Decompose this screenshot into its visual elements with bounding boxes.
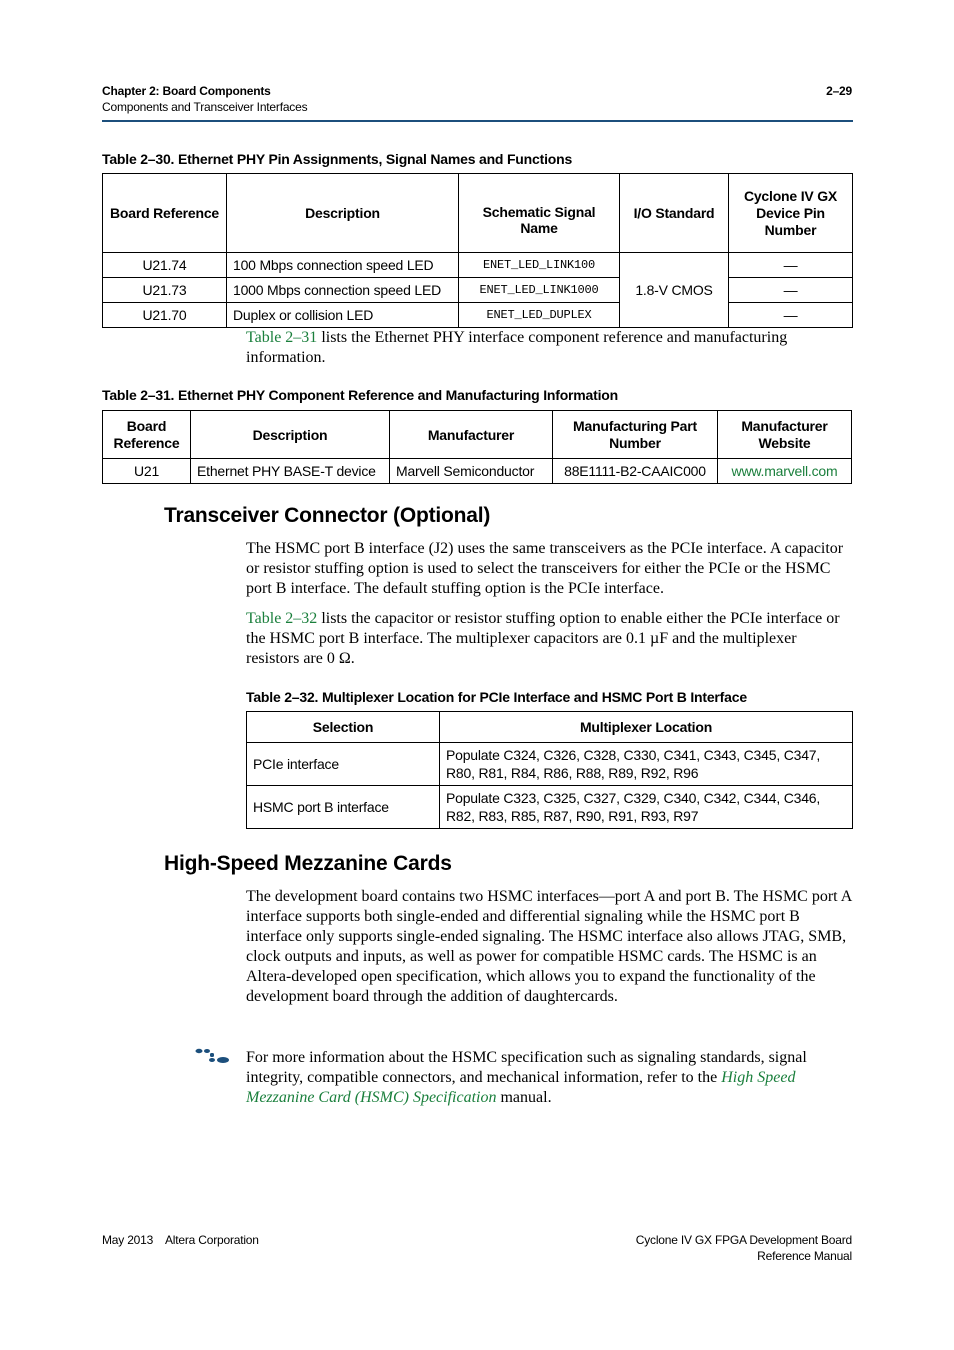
section-heading-hsmc: High-Speed Mezzanine Cards bbox=[164, 852, 452, 875]
table-32-link[interactable]: Table 2–32 bbox=[246, 610, 318, 627]
table-header: Manufacturer bbox=[390, 411, 553, 459]
table-header: Cyclone IV GX Device Pin Number bbox=[729, 174, 853, 253]
header-section: Components and Transceiver Interfaces bbox=[102, 100, 308, 114]
table-row bbox=[103, 303, 853, 328]
paragraph-transceiver: The HSMC port B interface (J2) uses the same transceivers as the PCIe interface. A capacitor or resistor stuffing option is used to select the transceivers for either the PCIe or the HSMC port B interface. The default stuffing option is the PCIe interface. bbox=[246, 540, 844, 597]
note-paragraph: For more information about the HSMC specification such as signaling standards, signal integrity, compatible connectors, and mechanical information, refer to the High Speed Mezzanine Card (HSMC) Specification manual. bbox=[246, 1049, 807, 1106]
footsteps-note-icon bbox=[193, 1047, 233, 1067]
table-header: Description bbox=[191, 411, 390, 459]
table-header: Board Reference bbox=[103, 411, 191, 459]
table-cell: U21.74 bbox=[103, 253, 227, 278]
paragraph-hsmc: The development board contains two HSMC interfaces—port A and port B. The HSMC port A interface supports both single-ended and differential signaling while the HSMC port B interface only supports single-ended signaling. The HSMC interface also allows JTAG, SMB, clock outputs and inputs, as well as power for compatible HSMC cards. The HSMC is an Altera-developed open specification, which allows you to expand the functionality of the development board through the addition of daughtercards. bbox=[246, 888, 852, 1005]
paragraph-table32-ref: Table 2–32 lists the capacitor or resistor stuffing option to enable either the PCIe interface or the HSMC port B interface. The multiplexer capacitors are 0.1 µF and the multiplexer resistors are 0 Ω. bbox=[246, 610, 840, 667]
table-cell: ENET_LED_LINK100 bbox=[459, 253, 620, 278]
table-cell: — bbox=[729, 303, 853, 328]
table-cell: PCIe interface bbox=[247, 743, 440, 786]
table-cell: Marvell Semiconductor bbox=[390, 459, 553, 484]
table-header: Selection bbox=[247, 712, 440, 743]
page-number: 2–29 bbox=[826, 84, 852, 98]
table-31-link[interactable]: Table 2–31 bbox=[246, 329, 318, 346]
table-30-caption: Table 2–30. Ethernet PHY Pin Assignments, Signal Names and Functions bbox=[102, 151, 573, 167]
table-row bbox=[103, 253, 853, 278]
header-rule bbox=[102, 120, 853, 122]
table-cell: ENET_LED_DUPLEX bbox=[459, 303, 620, 328]
table-cell: 88E1111-B2-CAAIC000 bbox=[553, 459, 718, 484]
table-32-caption: Table 2–32. Multiplexer Location for PCIe Interface and HSMC Port B Interface bbox=[246, 689, 747, 705]
table-row bbox=[103, 459, 852, 484]
table-header: Description bbox=[227, 174, 459, 253]
section-heading-transceiver: Transceiver Connector (Optional) bbox=[164, 504, 491, 527]
table-cell: U21.73 bbox=[103, 278, 227, 303]
footer-doc-title: Cyclone IV GX FPGA Development Board bbox=[635, 1233, 852, 1247]
table-32 bbox=[246, 711, 853, 829]
table-header: Manufacturing Part Number bbox=[553, 411, 718, 459]
table-row bbox=[247, 786, 853, 829]
table-cell: Duplex or collision LED bbox=[227, 303, 459, 328]
table-cell: Populate C323, C325, C327, C329, C340, C342, C344, C346, R82, R83, R85, R87, R90, R91, R93, R97 bbox=[440, 786, 853, 829]
table-31 bbox=[102, 410, 852, 484]
table-cell: ENET_LED_LINK1000 bbox=[459, 278, 620, 303]
table-31-caption: Table 2–31. Ethernet PHY Component Reference and Manufacturing Information bbox=[102, 387, 618, 403]
table-header: Multiplexer Location bbox=[440, 712, 853, 743]
footer-doc-subtitle: Reference Manual bbox=[757, 1249, 852, 1263]
table-cell: — bbox=[729, 278, 853, 303]
table-cell: Populate C324, C326, C328, C330, C341, C343, C345, C347, R80, R81, R84, R86, R88, R89, R92, R96 bbox=[440, 743, 853, 786]
table-cell: U21.70 bbox=[103, 303, 227, 328]
table-row bbox=[103, 278, 853, 303]
table-cell: 1.8-V CMOS bbox=[620, 253, 729, 328]
table-header: I/O Standard bbox=[620, 174, 729, 253]
table-cell: 1000 Mbps connection speed LED bbox=[227, 278, 459, 303]
hsmc-specification-link[interactable]: High Speed Mezzanine Card (HSMC) Specification bbox=[246, 1069, 796, 1106]
table-cell: U21 bbox=[103, 459, 191, 484]
table-cell: — bbox=[729, 253, 853, 278]
table-cell: 100 Mbps connection speed LED bbox=[227, 253, 459, 278]
table-header: Board Reference bbox=[103, 174, 227, 253]
table-header: Manufacturer Website bbox=[718, 411, 852, 459]
table-row bbox=[247, 743, 853, 786]
table-30 bbox=[102, 173, 853, 328]
table-header: Schematic Signal Name bbox=[459, 174, 620, 253]
table-cell: HSMC port B interface bbox=[247, 786, 440, 829]
table-cell: Ethernet PHY BASE-T device bbox=[191, 459, 390, 484]
paragraph-table31-ref: Table 2–31 lists the Ethernet PHY interface component reference and manufacturing information. bbox=[246, 329, 788, 366]
header-chapter: Chapter 2: Board Components bbox=[102, 84, 271, 98]
footer-date-company: May 2013 Altera Corporation bbox=[102, 1233, 259, 1247]
table-cell bbox=[718, 459, 852, 484]
marvell-website-link[interactable]: www.marvell.com bbox=[731, 463, 838, 479]
